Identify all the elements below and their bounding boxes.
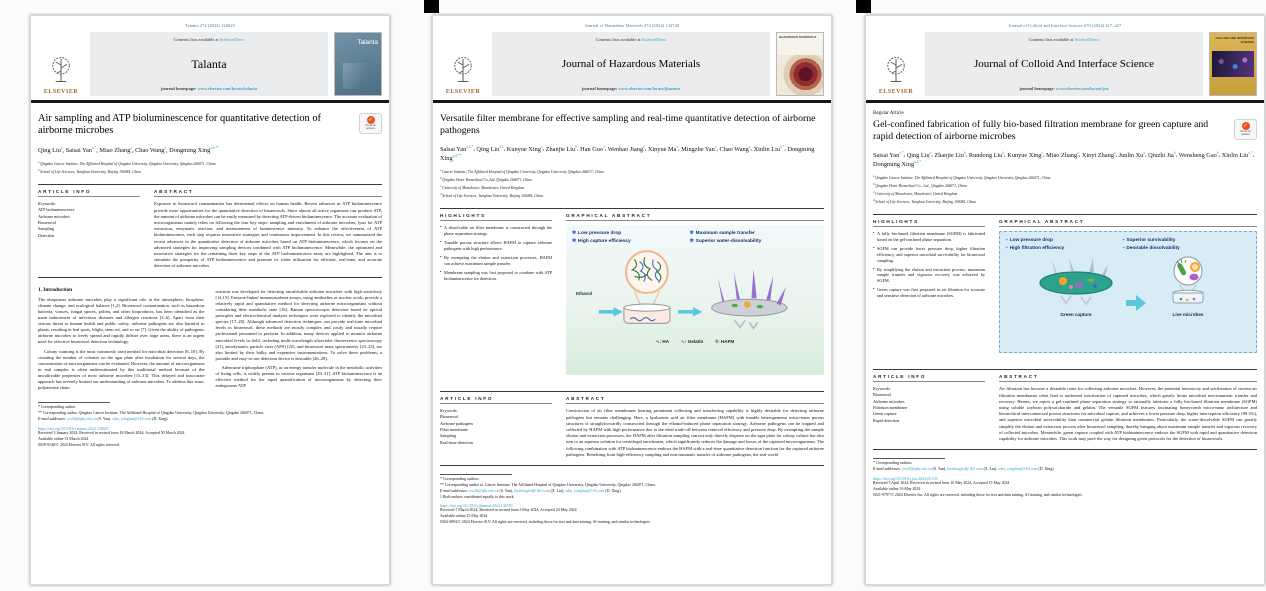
abstract-text: Air filtration has become a desirable route for collecting airborne microbes. However, the potential biotoxicity and sterilization of current air filtration membranes often lead to undesired inactivation of captured microbes, which greatly limits microbial non-traumatic transfer and recovery. Herein, we report a gel-confined phase separation strategy to rationally fabricate a fully bio-based filtration membrane (SGFM) using soluble soybean polysaccharide and gelatin. The versatile SGFM features fascinating honeycomb micro-nano architecture and hierarchical interconnected porous structures for microbial capture, and achieves a lower pressure drop, higher interception efficiency (99.3%), and superior microbial survivability than commercial gelatin filtration membranes. Particularly, the water-dissolvable SGFM can greatly simplify the elution and extraction process after bioaerosol sampling, thereby bringing about maximum sample transfer and vigorous recovery of collected microbes. Meanwhile, green capture coupled with ATP bioluminescence endows the SGFM with rapid and quantitative detection capability for airborne microbes. This work may pave the way for designing green protocols for the detection of bioaerosols. [999, 386, 1257, 442]
ga-bullet-icon: ✾ [572, 231, 577, 237]
text-line: Bioaerosol [440, 414, 459, 420]
footnote-text: ** Corresponding author at: Cancer Institute, The Affiliated Hospital of Qingdao University, Qingdao University, Qingdao 266071, China. [440, 482, 656, 487]
graphical-abstract-heading: GRAPHICAL ABSTRACT [999, 219, 1257, 227]
highlight-item: • Green capture was first proposed in air filtration for accurate and sensitive detection of airborne microbes. [873, 286, 985, 298]
article-info-abstract-block [440, 391, 824, 466]
author-name: Chao Wang$^a$ [719, 144, 751, 153]
contents-line: Contents lists available at ScienceDirect [173, 37, 245, 42]
highlights-list [440, 225, 552, 281]
keywords-list [873, 392, 985, 423]
email-link[interactable]: xdm_tsinghua@163.com [112, 417, 152, 422]
journal-name: Talanta [191, 56, 227, 71]
text-line: Bioaerosol [38, 220, 57, 226]
paper-title: Air sampling and ATP bioluminescence for quantitative detection of airborne microbes [38, 112, 321, 137]
highlight-item: • By simplifying the elution and extraction process, maximum sample transfer and vigorous recovery was achieved by SGFM. [873, 265, 985, 284]
cover-title: HAZARDOUS MATERIALS [779, 35, 817, 39]
authors-line: Qing Liu$^a$, Saisai Yan$^{a,*}$, Miao Zhang$^a$, Chao Wang$^a$, Dongming Xing$^{a,b,**}$ [38, 145, 220, 155]
copyright-line: 0039-9140/© 2024 Elsevier B.V. All rights reserved. [38, 442, 120, 447]
highlights-heading: HIGHLIGHTS [873, 219, 985, 227]
body-paragraph: Adenosine triphosphate (ATP), as an energy transfer molecule in the metabolic activities of living cells, is widely present in various organisms [29–31]. ATP bioluminescence is an effective method for the rapid quantification of microorganisms by detecting their endogenous ATP [215, 364, 382, 389]
affiliation-line: $^c$ University of Manchester, Manchester, United Kingdom [440, 183, 525, 191]
text-line: Received 3 January 2024; Received in revised form 16 March 2024; Accepted 30 March 2024 [38, 430, 185, 435]
journal-cover-thumbnail[interactable] [334, 32, 382, 96]
cover-title: COLLOID AND INTERFACE SCIENCE [1215, 36, 1254, 44]
paper-title: Gel-confined fabrication of fully bio-based filtration membrane for green capture and rapid detection of airborne microbes [873, 118, 1209, 142]
header-rule [433, 100, 831, 103]
footnote-text: E-mail addresses: [873, 467, 903, 472]
graphical-abstract-panel [566, 225, 824, 375]
page-separator [424, 0, 439, 13]
abstract-heading: ABSTRACT [999, 374, 1257, 382]
journal-banner [925, 32, 1203, 96]
ga-bullet-icon: ▪ [1006, 246, 1008, 252]
paper-page-talanta [30, 15, 390, 585]
footnote-text: E-mail addresses: [440, 488, 470, 493]
journal-cover-thumbnail[interactable] [1209, 32, 1257, 96]
footnote-text: * Corresponding authors. [873, 461, 913, 466]
journal-homepage-link[interactable]: www.elsevier.com/locate/talanta [197, 86, 258, 91]
elsevier-wordmark: ELSEVIER [878, 89, 914, 95]
footnotes [440, 477, 824, 500]
ga-illustration [572, 247, 818, 339]
author-name: Xinyue Ma$^a$ [647, 144, 678, 153]
footnote-text: (D. Xing). [151, 417, 169, 422]
page-separator [856, 0, 871, 13]
paper-page-jcis [865, 15, 1265, 585]
ga-legend: ∿ : HA ∿ : Gelatin ⬮ : HAFM [572, 339, 818, 345]
homepage-line: journal homepage: www.elsevier.com/locate/jcis [1019, 86, 1109, 91]
email-link[interactable]: yss26@qdu.edu.cn [902, 467, 932, 472]
ga-arrow-icon [1125, 256, 1147, 333]
footnote-text: (X. Liu), [982, 467, 999, 472]
text-line: Filter membrane [440, 427, 468, 432]
footnote-text: E-mail addresses: [38, 417, 68, 422]
affiliations [440, 168, 824, 199]
highlights-list [873, 231, 985, 298]
journal-homepage-link[interactable]: www.elsevier.com/locate/jhazmat [618, 86, 681, 91]
footnote-text: (D. Xing). [1037, 467, 1055, 472]
authors-line: Saisai Yan$^{a,*}$, Qing Liu$^a$, Zhanjie Liu$^b$, Rundong Liu$^b$, Kunyue Xing$^c$, Miao Zhang$^a$, Xinyi Zhang$^a$, Junlin Xu$^a$, Qiuzhi Jia$^b$, Wensheng Gao$^b$, Xinlin Liu$^{a,*}$, Dongming Xing$^{a,d,*}$ [873, 150, 1255, 169]
affiliation-line: $^a$ Qingdao Cancer Institute, The Affiliated Hospital of Qingdao University, Qingdao University, Qingdao 266071, China [873, 174, 1051, 181]
text-line: Available online 16 May 2024 [873, 486, 921, 491]
highlight-item: • Membrane sampling was first proposed to combine with ATP bioluminescence for detection. [440, 268, 552, 281]
ga-microbes-figure [1153, 256, 1223, 317]
email-link[interactable]: xdm_tsinghua@163.com [565, 488, 605, 493]
affiliation-line: $^d$ School of Life Sciences, Tsinghua University, Beijing 100084, China [440, 191, 543, 198]
author-name: Qiuzhi Jia$^b$ [1148, 150, 1176, 159]
graphical-abstract-heading: GRAPHICAL ABSTRACT [566, 213, 824, 221]
body-paragraph: Colony counting is the most commonly used method for microbial detection [8–10]. By counting the number of colonies on the agar plate after incubation for several days, the concentration of microorganisms can be evaluated. However, the amount of microorganisms in real samples is often underestimated by this traditional method because of the uncultivable properties of most airborne microbes [11–13]. This delayed and inaccurate approach has severely limited our understanding of airborne microbes. To address this issue, polymerase chain [38, 348, 205, 391]
article-info-abstract-block [38, 184, 382, 277]
journal-citation[interactable]: Journal of Colloid and Interface Science 670 (2024) 417–427 [1008, 23, 1122, 28]
author-name: Chao Wang$^a$ [135, 145, 167, 155]
keywords-label: Keywords: [873, 386, 891, 392]
article-info-heading: ARTICLE INFO [873, 374, 985, 382]
dates [440, 508, 824, 520]
contents-line: Contents lists available at ScienceDirect [1028, 37, 1100, 42]
paper-page-jhazmat [432, 15, 832, 585]
body-column-right [216, 289, 383, 390]
keywords-list [440, 414, 552, 445]
section-heading: 1. Introduction [38, 286, 73, 293]
abstract-heading: ABSTRACT [566, 396, 824, 404]
author-name: Xinyi Zhang$^a$ [1081, 150, 1116, 159]
highlight-item: • A fully bio-based filtration membrane (SGFM) is fabricated based on the gel-confined phase separation. [873, 230, 985, 243]
footnote-text: (S. Yan), [96, 417, 113, 422]
author-name: Wenhao Jiang$^a$ [607, 144, 645, 153]
keywords-list [38, 207, 140, 238]
footnotes [38, 405, 382, 423]
text-line: Available online 25 May 2024 [440, 514, 488, 519]
author-name: Saisai Yan$^{a,*}$ [65, 145, 97, 155]
footnote-line [873, 467, 1257, 473]
ha-wave-icon: ∿ [655, 338, 660, 344]
crossmark-icon: ✓ [368, 116, 373, 123]
email-link[interactable]: liuxdonglsd@163.com [514, 488, 550, 493]
article-info-abstract-block [873, 369, 1257, 450]
text-line: Airborne microbes [38, 213, 70, 219]
article-type-label: Regular Article [873, 110, 904, 116]
author-name: Kunyue Xing$^c$ [506, 144, 543, 153]
text-line: Real-time detection [440, 439, 473, 445]
ga-feature-bullets: ▪ Low pressure drop ▪ Superior survivability ▪ High filtration efficiency ▪ Desirable dissolvability [1006, 238, 1180, 252]
text-line: Sampling [440, 433, 457, 439]
journal-citation[interactable]: Talanta 274 (2024) 126025 [185, 23, 235, 28]
bullet-icon: • [440, 254, 442, 260]
author-name: Xinlin Liu$^{a,*}$ [1221, 150, 1253, 159]
copyright-line: 0304-3894/© 2024 Elsevier B.V. All rights are reserved, including those for text and data mining, AI training, and similar technologies. [440, 520, 651, 525]
bullet-icon: • [873, 230, 875, 236]
ga-bullet-icon: ▪ [1122, 238, 1125, 244]
footnote-text: (D. Xing). [604, 488, 622, 493]
text-line: Sampling [38, 226, 55, 232]
journal-name: Journal of Colloid And Interface Science [974, 58, 1154, 70]
abstract-text: Exposure to bioaerosol contamination has detrimental effects on human health. Recent advances in ATP bioluminescence provide more opportunities for the quantitative detection of bioaerosols. Since almost all active organisms can produce ATP, the amount of airborne microbes can be easily measured by detecting ATP-driven bioluminescence. The accurate evaluation of microorganisms mainly relies on following the four key steps: sampling and enrichment of airborne microbes, lysis for ATP extraction, enzymatic reaction, and measurement of luminescence intensity. To enhance the effectiveness of ATP bioluminescence, each step requires innovative strategies and continuous improvement. In this review, we summarized the recent advances in the quantitative detection of airborne microbes based on ATP bioluminescence, which focuses on the advanced strategies for improving sampling devices combined with ATP bioluminescence. Meanwhile, the optimized and innovative strategies for the remaining three key steps of the ATP bioluminescence assay are highlighted. The aim is to stimulate the prosperity of ATP bioluminescence and promote its wider utilization for efficient, real-time, and accurate detection of airborne microbes. [154, 201, 382, 269]
author-name: Xinlin Liu$^{a,*}$ [753, 144, 785, 153]
affiliation-line: $^b$ School of Life Sciences, Tsinghua University, Beijing 100084, China [38, 167, 141, 174]
ga-bullet-icon: ▪ [1122, 246, 1125, 252]
check-updates-badge[interactable]: ✓ Check for updates [1234, 119, 1257, 140]
author-name: Qing Liu$^{a,1}$ [476, 144, 504, 153]
affiliation-line: $^b$ Qingdao Haier Biomedical Co., Ltd., Qingdao 266071, China [873, 182, 967, 189]
footnote-text: (S. Yan), [931, 467, 948, 472]
journal-cover-thumbnail[interactable] [776, 32, 824, 96]
ga-bullet-icon: ✾ [689, 239, 694, 245]
author-name: Junlin Xu$^a$ [1118, 150, 1145, 159]
journal-homepage-link[interactable]: www.elsevier.com/locate/jcis [1055, 86, 1109, 91]
gelatin-wave-icon: ∿ [681, 338, 685, 344]
affiliations [38, 160, 382, 176]
sciencedirect-link[interactable]: ScienceDirect [219, 37, 245, 42]
bullet-icon: • [440, 268, 442, 274]
journal-banner [90, 32, 328, 96]
elsevier-wordmark: ELSEVIER [445, 89, 481, 95]
homepage-line: journal homepage: www.elsevier.com/locate/jhazmat [581, 86, 681, 91]
dates [873, 481, 1257, 493]
footnote-line [38, 417, 382, 423]
footnote-text: * Corresponding authors. [440, 477, 480, 482]
article-info-heading: ARTICLE INFO [440, 396, 552, 404]
body-paragraph: reaction was developed for detecting uncultivable airborne microbes with high sensitivity [14,15]. Enzyme-linked immunosorbent assays, using antibodies or nucleic acids, provide a relatively rapid and quantitative method for detecting airborne microorganisms without considering their metabolic state [16]. Raman spectroscopic detection based on optical principles and electrochemical analysis techniques were explored to identify the microbial species [17–20]. Although advanced detection techniques can provide real-time microbial levels in bioaerosol, these methods are mostly complex and costly and usually require professional personnel to perform. In addition, many devices applied to monitor airborne microbial levels in field, including multi-wavelength ultraviolet fluorescence spectroscopy [21], aerodynamic particle sizer (APS) [22], and bioaerosol mass spectrometry [23–25], are also limited by their bulky and expensive instrumentations. To solve these problems, a portable and easy-to-use detection device is desirable [26–28]. [215, 288, 382, 361]
doi-link[interactable]: https://doi.org/10.1016/j.jcis.2024.05.105 [873, 476, 938, 481]
author-name: Han Guo$^a$ [580, 144, 605, 153]
email-link[interactable]: liuxdonglsd@163.com [947, 467, 983, 472]
affiliation-line: $^c$ University of Manchester, Manchester, United Kingdom [873, 189, 958, 197]
cover-art [777, 55, 823, 95]
text-line: Bioaerosol [873, 392, 892, 398]
highlight-item: • Tunable porous structure allows HAFM to capture airborne pathogens with high performance. [440, 239, 552, 251]
graphical-abstract-panel [999, 231, 1257, 353]
author-name: Dongming Xing$^{a,b,**}$ [169, 145, 220, 155]
journal-header [440, 32, 824, 96]
hafm-disc-icon: ⬮ [715, 338, 719, 344]
ga-bullet-icon: ✾ [572, 239, 577, 245]
doi-link[interactable]: https://doi.org/10.1016/j.talanta.2024.126025 [38, 426, 109, 431]
author-name: Qing Liu$^a$ [38, 145, 63, 155]
header-rule [31, 100, 389, 103]
elsevier-tree-icon [448, 53, 478, 89]
ethanol-label: Ethanol [576, 291, 593, 297]
author-name: Miao Zhang$^a$ [1046, 150, 1079, 159]
body-paragraph: The ubiquitous airborne microbes play a significant role in the atmosphere, biosphere, climate change, and ecological balance [1,2]. Bioaerosol contamination, such as hazardous bacteria, viruses, fungal spores, pollen, and other bioproducts, has been identified as the main inducement of infectious diseases and allergen reactions [3–6]. Apart from their serious threat to human health and public safety, airborne pathogens are also harmful to plants, resulting in leaf spots, blight, stem rot, and so on [7]. Given the ability of pathogenic airborne microbes to freely spread and rapidly diffuse over large areas, there is an urgent need for effective bioaerosol detection technology. [38, 296, 205, 345]
homepage-line: journal homepage: www.elsevier.com/locate/talanta [160, 86, 258, 91]
highlight-item: • SGFM can provide lower pressure drop, higher filtration efficiency, and superior microbial survivability for bioaerosol sampling. [873, 245, 985, 263]
bullet-icon: • [440, 239, 442, 245]
dates [38, 431, 382, 443]
affiliation-line: $^b$ Qingdao Haier Biomedical Co.,Ltd, Qingdao 266071, China [440, 176, 532, 183]
ga-feature-bullets: ✾ Low pressure drop ✾ Maximum sample transfer ✾ High capture efficiency ✾ Superior water-dissolvability [572, 231, 762, 245]
journal-header [873, 32, 1257, 96]
text-line: Received 3 April 2024; Received in revised form 10 May 2024; Accepted 15 May 2024 [873, 480, 1010, 485]
cover-art [1212, 51, 1254, 77]
header-rule [866, 100, 1264, 103]
elsevier-wordmark: ELSEVIER [43, 89, 79, 95]
elsevier-tree-icon [881, 53, 911, 89]
email-link[interactable]: yss26@qdu.edu.cn [469, 488, 499, 493]
sciencedirect-link[interactable]: ScienceDirect [641, 37, 667, 42]
author-name: Wensheng Gao$^b$ [1178, 150, 1219, 159]
elsevier-logo[interactable] [873, 32, 919, 96]
sciencedirect-link[interactable]: ScienceDirect [1074, 37, 1100, 42]
bullet-icon: • [873, 245, 875, 251]
text-line: Green capture [873, 411, 897, 417]
footnote-text: (X. Liu), [549, 488, 566, 493]
text-line: Airborne microbes [873, 398, 905, 404]
bullet-icon: • [873, 286, 875, 292]
affiliations [873, 174, 1257, 205]
abstract-text: Construction of air filter membranes bearing prominent collecting and transferring capability is highly desirable for detecting airborne pathogens but remains challenging. Here, a hyaluronic acid air filter membrane (HAFM) with tunable heterogeneous micro-nano porous structures is straightforwardly constructed through the ethanol-induced phase separation strategy. Airborne pathogens can be trapped and collected by HAFM with high performance due to the ideal trade-off between removal efficiency and pressure drop. By exempting the sample elution and extraction processes, the HAFM after filtration sampling can not only directly disperse on the agar plate for colony culture but also turn to an aqueous solution for centrifugal enrichment, which significantly reduces the damage and losses of the captured microorganisms. The following combination with ATP bioluminescence endows the HAFM with a real-time quantitative detection function for the captured airborne pathogens. Benefiting from high-efficiency sampling and non-traumatic transfer of airborne pathogens, the real-world [566, 408, 824, 457]
email-link[interactable]: xdm_tsinghua@163.com [998, 467, 1038, 472]
author-name: Kunyue Xing$^c$ [1007, 150, 1043, 159]
highlight-item: • A dissolvable air filter membrane is constructed through the phase separation strategy. [440, 224, 552, 237]
footnote-line [440, 495, 824, 501]
body-text [38, 287, 382, 395]
footnote-text: * Corresponding author. [38, 405, 76, 410]
ga-caption: Live microbes [1172, 311, 1204, 317]
paper-title: Versatile filter membrane for effective sampling and real-time quantitative detection of airborne pathogens [440, 112, 816, 136]
email-link[interactable]: yss26@qdu.edu.cn [67, 417, 97, 422]
author-name: Miao Zhang$^a$ [99, 145, 132, 155]
elsevier-logo[interactable] [38, 32, 84, 96]
footnote-text: ** Corresponding author. Qingdao Cancer Institute, The Affiliated Hospital of Qingdao University, Qingdao University, Qingdao 266071, China. [38, 411, 265, 416]
footnote-text: (S. Yan), [498, 488, 515, 493]
author-name: Dongming Xing$^{a,d,**}$ [440, 145, 815, 163]
affiliation-line: $^d$ School of Life Sciences, Tsinghua University, Beijing 100084, China [873, 197, 976, 204]
ga-bullet-icon: ✾ [689, 231, 694, 237]
bullet-icon: • [873, 265, 875, 271]
abstract-heading: ABSTRACT [154, 189, 382, 197]
text-line: Airborne pathogens [440, 420, 474, 426]
ga-caption: Green capture [1060, 311, 1092, 317]
highlight-item: • By exempting the elution and extraction processes, HAFM can achieve maximum sample transfer. [440, 254, 552, 266]
copyright-line: 0021-9797/© 2024 Elsevier Inc. All rights are reserved, including those for text and data mining, AI training, and similar technologies. [873, 492, 1083, 497]
author-name: Saisai Yan$^{a,*}$ [873, 150, 904, 159]
text-line: Available online 31 March 2024 [38, 436, 89, 441]
text-line: Filtration membrane [873, 405, 908, 410]
ga-bullet-icon: ▪ [1006, 238, 1008, 244]
journal-name: Journal of Hazardous Materials [561, 58, 701, 70]
cover-title: Talanta [357, 39, 378, 46]
bullet-icon: • [440, 224, 442, 230]
journal-banner [492, 32, 770, 96]
keywords-label: Keywords: [440, 408, 458, 414]
footnotes [873, 461, 1257, 473]
text-line: Received 7 March 2024; Received in revised form 3 May 2024; Accepted 24 May 2024 [440, 508, 577, 513]
keywords-label: Keywords: [38, 201, 56, 207]
author-name: Saisai Yan$^{a,1,*}$ [440, 144, 474, 153]
authors-line: Saisai Yan$^{a,1,*}$, Qing Liu$^{a,1}$, Kunyue Xing$^c$, Zhanjie Liu$^b$, Han Guo$^a$, Wenhao Jiang$^a$, Xinyue Ma$^a$, Mingzhe Yan$^a$, Chao Wang$^a$, Xinlin Liu$^{a,*}$, Dongming Xing$^{a,d,**}$ [440, 144, 815, 163]
text-line: ATP bioluminescence [38, 207, 75, 213]
author-name: Rundong Liu$^b$ [968, 150, 1005, 159]
doi-link[interactable]: https://doi.org/10.1016/j.jhazmat.2024.134740 [440, 504, 513, 509]
body-column-left [38, 297, 205, 392]
footnote-text: 1 Both authors contributed equally to this work [440, 494, 514, 499]
author-name: Dongming Xing$^{a,d,*}$ [873, 160, 922, 169]
author-name: Zhanjie Liu$^b$ [934, 150, 966, 159]
text-line: Detection [38, 232, 55, 238]
journal-citation[interactable]: Journal of Hazardous Materials 474 (2024) 134740 [584, 23, 680, 28]
affiliation-line: $^a$ Qingdao Cancer Institute, The Affiliated Hospital of Qingdao University, Qingdao University, Qingdao 266071, China [38, 159, 216, 167]
author-name: Zhanjie Liu$^b$ [545, 144, 578, 153]
journal-header [38, 32, 382, 96]
highlights-ga-block [873, 214, 1257, 360]
elsevier-tree-icon [46, 53, 76, 89]
highlights-heading: HIGHLIGHTS [440, 213, 552, 221]
check-updates-badge[interactable]: ✓ Check for updates [359, 113, 382, 134]
contents-line: Contents lists available at ScienceDirect [595, 37, 667, 42]
ga-membrane-figure [1033, 256, 1119, 317]
affiliation-line: $^a$ Cancer Institute, The Affiliated Hospital of Qingdao University, Qingdao University, Qingdao 266071, China [440, 168, 604, 175]
author-name: Mingzhe Yan$^a$ [681, 144, 717, 153]
highlights-ga-block [440, 208, 824, 382]
elsevier-logo[interactable] [440, 32, 486, 96]
article-info-heading: ARTICLE INFO [38, 189, 140, 197]
text-line: Rapid detection [873, 417, 900, 423]
crossmark-icon: ✓ [1243, 122, 1248, 129]
author-name: Qing Liu$^a$ [906, 150, 932, 159]
